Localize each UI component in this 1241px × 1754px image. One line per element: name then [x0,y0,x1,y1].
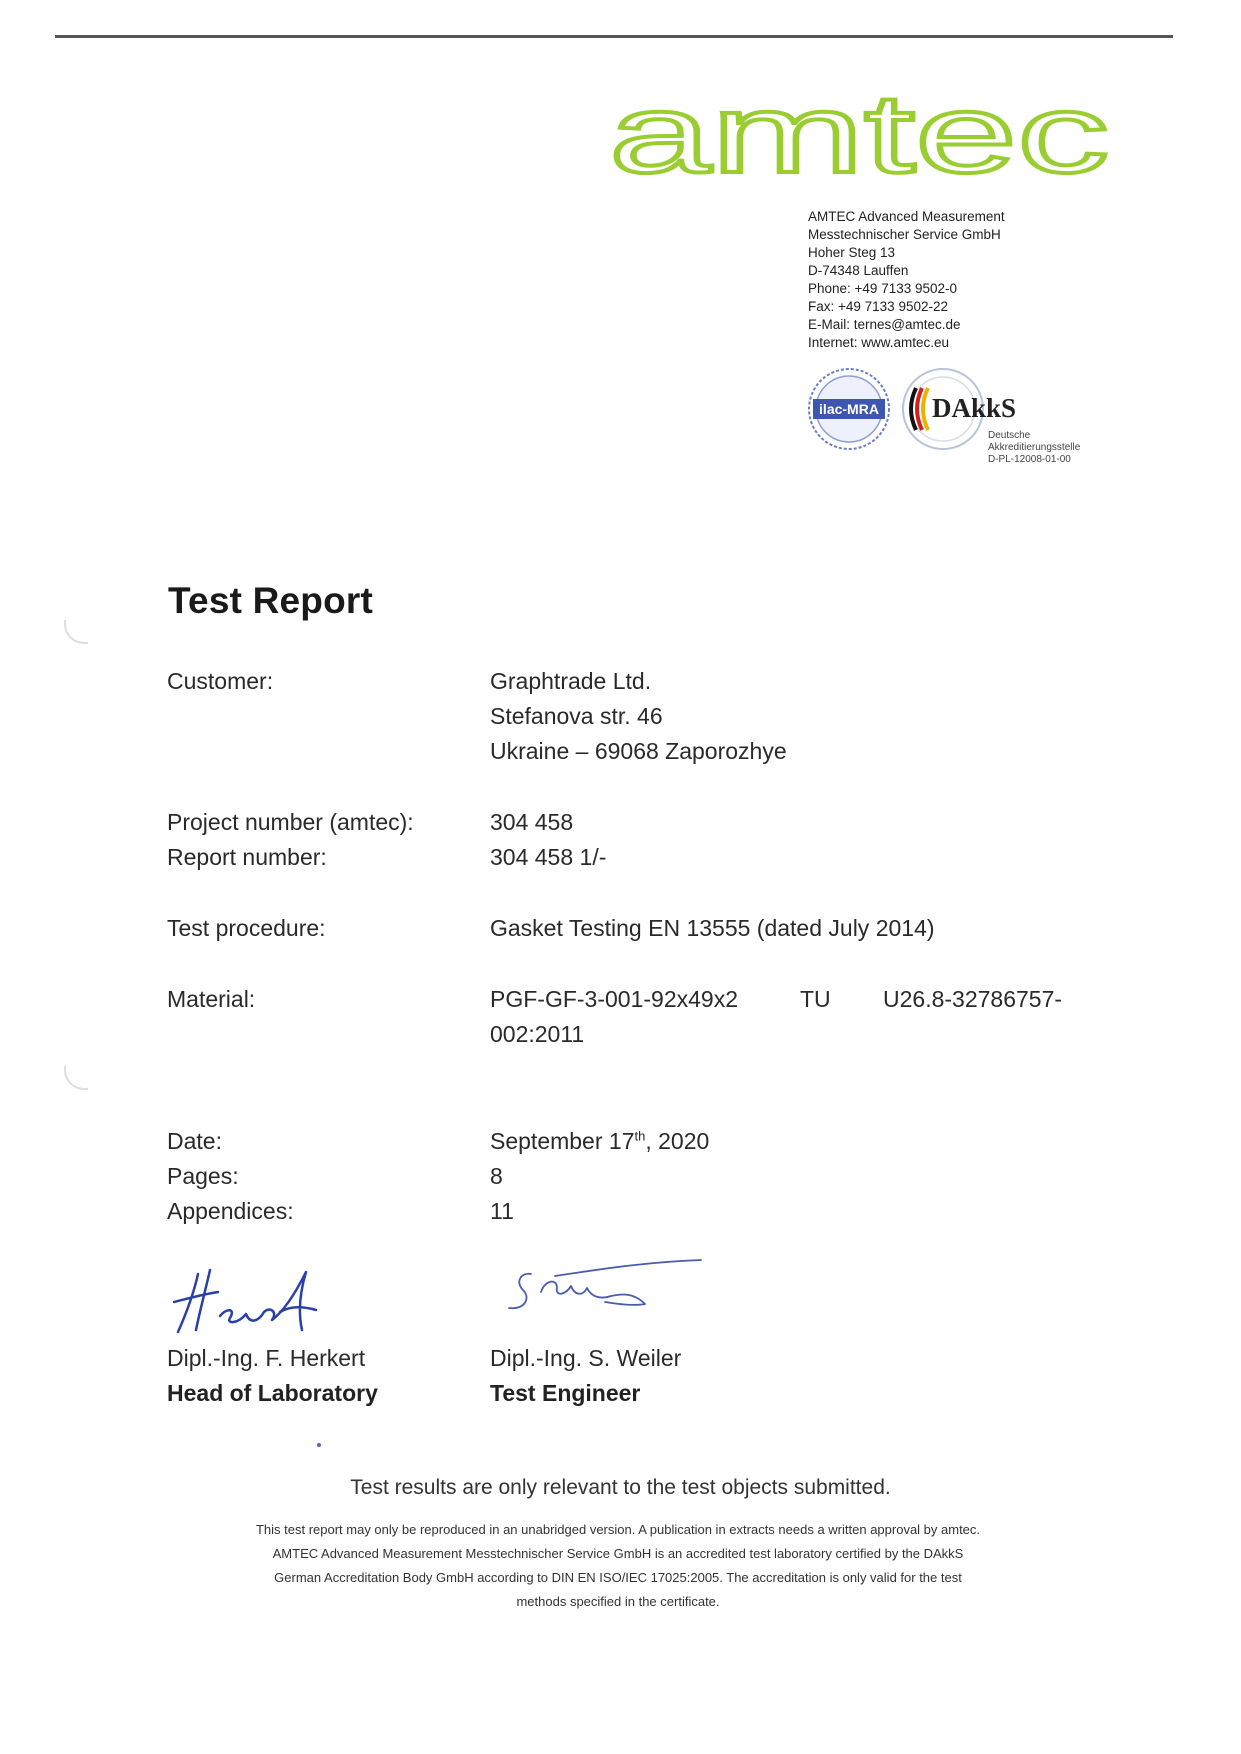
punch-mark [64,1066,88,1090]
address-line: E-Mail: ternes@amtec.de [808,317,961,332]
signatory-right-name: Dipl.-Ing. S. Weiler [490,1345,682,1371]
fine-print-line: methods specified in the certificate. [516,1594,720,1609]
svg-text:D-PL-12008-01-00: D-PL-12008-01-00 [988,454,1071,465]
report-number-value: 304 458 1/- [490,844,607,870]
ilac-mra-seal [809,369,889,449]
date-value [490,1128,709,1155]
address-line: Messtechnischer Service GmbH [808,227,1001,242]
signatory-right-title: Test Engineer [490,1380,641,1406]
signatory-left-title: Head of Laboratory [167,1380,378,1406]
test-procedure-value: Gasket Testing EN 13555 (dated July 2014) [490,915,935,941]
material-label: Material: [167,986,256,1012]
address-line: Fax: +49 7133 9502-22 [808,299,948,314]
ink-dot [317,1443,321,1447]
appendices-label: Appendices: [167,1198,294,1224]
accreditation-badges [806,366,1126,476]
date-ordinal: th [634,1128,646,1144]
report-number-label: Report number: [167,844,327,870]
test-procedure-label: Test procedure: [167,915,326,941]
header-rule [55,35,1173,38]
punch-mark [64,620,88,644]
customer-name: Graphtrade Ltd. [490,668,652,694]
document-title: Test Report [168,580,374,621]
fine-print-line: German Accreditation Body GmbH according to DIN EN ISO/IEC 17025:2005. The accreditation is only valid for the test [274,1570,962,1585]
signature-herkert [160,1252,330,1342]
appendices-value: 11 [490,1198,514,1224]
address-line: AMTEC Advanced Measurement [808,209,1005,224]
date-label: Date: [167,1128,222,1154]
svg-text:amtec: amtec [609,92,1109,184]
customer-street: Stefanova str. 46 [490,703,663,729]
material-standard-year: 002:2011 [490,1021,585,1047]
amtec-logo [605,92,1113,184]
project-number-label: Project number (amtec): [167,809,414,835]
fine-print [168,1518,1068,1614]
svg-text:Deutsche: Deutsche [988,430,1031,441]
customer-label: Customer: [167,668,274,694]
pages-label: Pages: [167,1163,239,1189]
material-code: PGF-GF-3-001-92x49x2 [490,986,738,1012]
address-line: D-74348 Lauffen [808,263,909,278]
address-line: Hoher Steg 13 [808,245,896,260]
signatory-left-name: Dipl.-Ing. F. Herkert [167,1345,366,1371]
fine-print-line: This test report may only be reproduced in an unabridged version. A publication in extracts needs a written approval by amtec. [255,1522,981,1537]
customer-city: Ukraine – 69068 Zaporozhye [490,738,787,764]
address-line: Internet: www.amtec.eu [808,335,950,350]
project-number-value: 304 458 [490,809,574,835]
pages-value: 8 [490,1163,503,1189]
address-line: Phone: +49 7133 9502-0 [808,281,958,296]
signature-weiler [495,1252,715,1332]
material-standard-number: U26.8-32786757- [883,986,1063,1012]
fine-print-line: AMTEC Advanced Measurement Messtechnischer Service GmbH is an accredited test laboratory certified by the DAkkS [272,1546,964,1561]
results-disclaimer: Test results are only relevant to the test objects submitted. [350,1476,891,1499]
svg-text:DAkkS: DAkkS [932,393,1017,423]
svg-text:ilac-MRA: ilac-MRA [819,401,879,417]
svg-text:Akkreditierungsstelle: Akkreditierungsstelle [988,442,1081,453]
dakks-seal [903,369,1081,465]
date-year: , 2020 [645,1128,710,1154]
company-address [808,208,1005,352]
date-month-day: September 17 [490,1128,635,1154]
material-standard-prefix: TU [800,986,831,1012]
